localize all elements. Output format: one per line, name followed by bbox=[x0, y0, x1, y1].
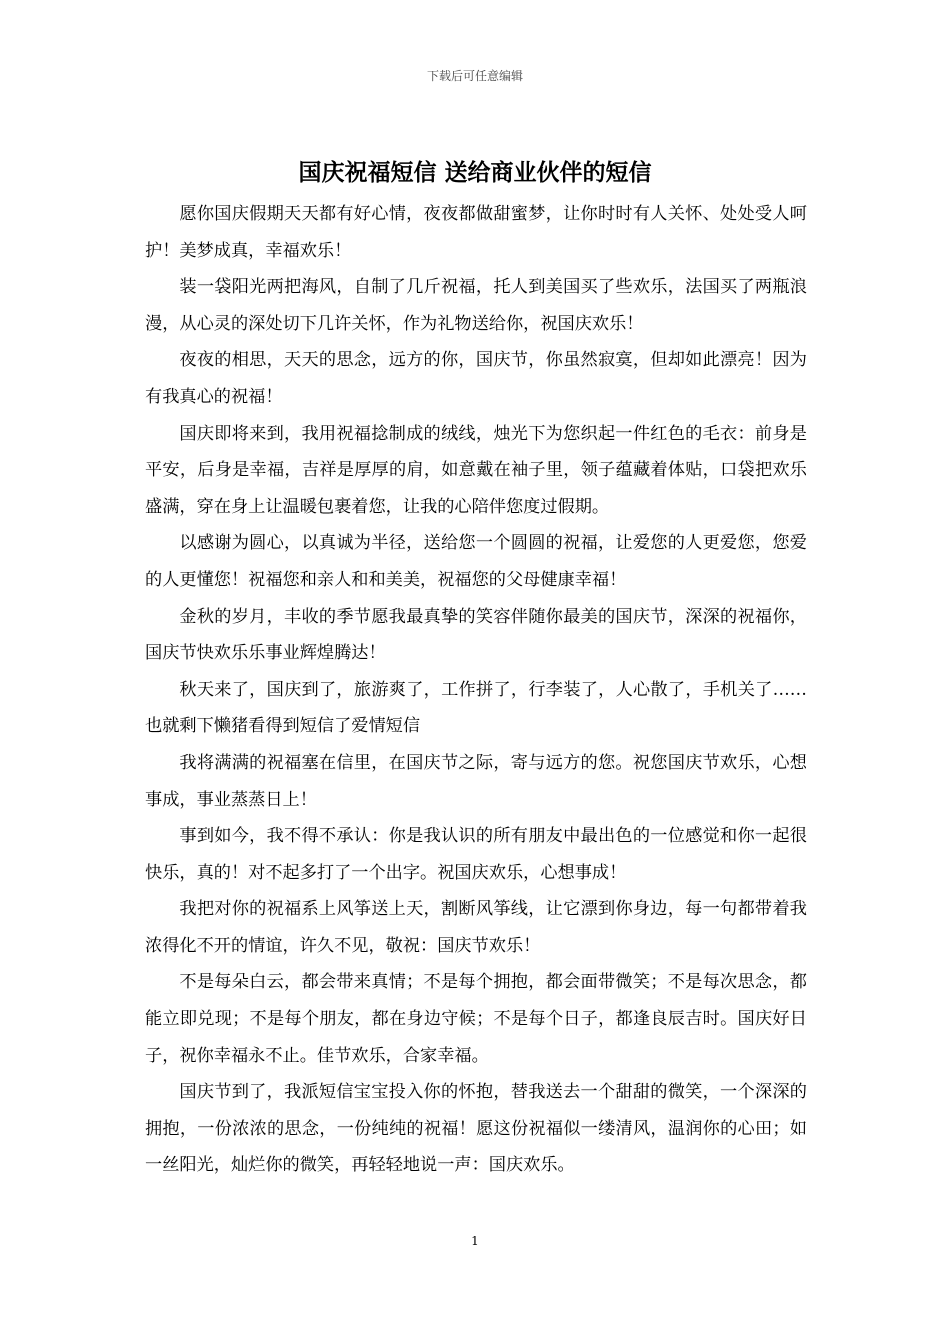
header-note: 下载后可任意编辑 bbox=[426, 69, 523, 83]
paragraph-4: 国庆即将来到，我用祝福捻制成的绒线，烛光下为您织起一件红色的毛衣：前身是平安，后身是幸福，吉祥是厚厚的肩，如意戴在袖子里，领子蕴藏着体贴，口袋把欢乐盛满，穿在身上让温暖包裹着您，让我的心陪伴您度过假期。 bbox=[145, 423, 807, 517]
document-title: 国庆祝福短信 送给商业伙伴的短信 bbox=[298, 160, 652, 186]
paragraph-3: 夜夜的相思，天天的思念，远方的你，国庆节，你虽然寂寞，但却如此漂亮！因为有我真心的祝福！ bbox=[145, 350, 807, 407]
paragraph-8: 我将满满的祝福塞在信里，在国庆节之际，寄与远方的您。祝您国庆节欢乐，心想事成，事业蒸蒸日上！ bbox=[145, 752, 807, 810]
paragraph-11: 不是每朵白云，都会带来真情；不是每个拥抱，都会面带微笑；不是每次思念，都能立即兑现；不是每个朋友，都在身边守候；不是每个日子，都逢良辰吉时。国庆好日子，祝你幸福永不止。佳节欢乐，合家幸福。 bbox=[145, 972, 807, 1066]
paragraph-9: 事到如今，我不得不承认：你是我认识的所有朋友中最出色的一位感觉和你一起很快乐，真的！对不起多打了一个出字。祝国庆欢乐，心想事成！ bbox=[145, 826, 807, 883]
document-body bbox=[145, 196, 807, 1184]
paragraph-6: 金秋的岁月，丰收的季节愿我最真挚的笑容伴随你最美的国庆节，深深的祝福你，国庆节快欢乐乐事业辉煌腾达！ bbox=[145, 606, 807, 664]
page-number: 1 bbox=[471, 1234, 479, 1248]
paragraph-12: 国庆节到了，我派短信宝宝投入你的怀抱，替我送去一个甜甜的微笑，一个深深的拥抱，一份浓浓的思念，一份纯纯的祝福！愿这份祝福似一缕清风，温润你的心田；如一丝阳光，灿烂你的微笑，再轻轻地说一声：国庆欢乐。 bbox=[145, 1082, 807, 1176]
paragraph-5: 以感谢为圆心，以真诚为半径，送给您一个圆圆的祝福，让爱您的人更爱您，您爱的人更懂您！祝福您和亲人和和美美，祝福您的父母健康幸福！ bbox=[145, 533, 807, 590]
paragraph-7: 秋天来了，国庆到了，旅游爽了，工作拼了，行李装了，人心散了，手机关了……也就剩下懒猪看得到短信了爱情短信 bbox=[145, 679, 807, 737]
paragraph-10: 我把对你的祝福系上风筝送上天，割断风筝线，让它漂到你身边，每一句都带着我浓得化不开的情谊，许久不见，敬祝：国庆节欢乐！ bbox=[145, 899, 807, 956]
paragraph-1: 愿你国庆假期天天都有好心情，夜夜都做甜蜜梦，让你时时有人关怀、处处受人呵护！美梦成真，幸福欢乐！ bbox=[145, 204, 807, 261]
paragraph-2: 装一袋阳光两把海风，自制了几斤祝福，托人到美国买了些欢乐，法国买了两瓶浪漫，从心灵的深处切下几许关怀，作为礼物送给你，祝国庆欢乐！ bbox=[145, 277, 807, 334]
